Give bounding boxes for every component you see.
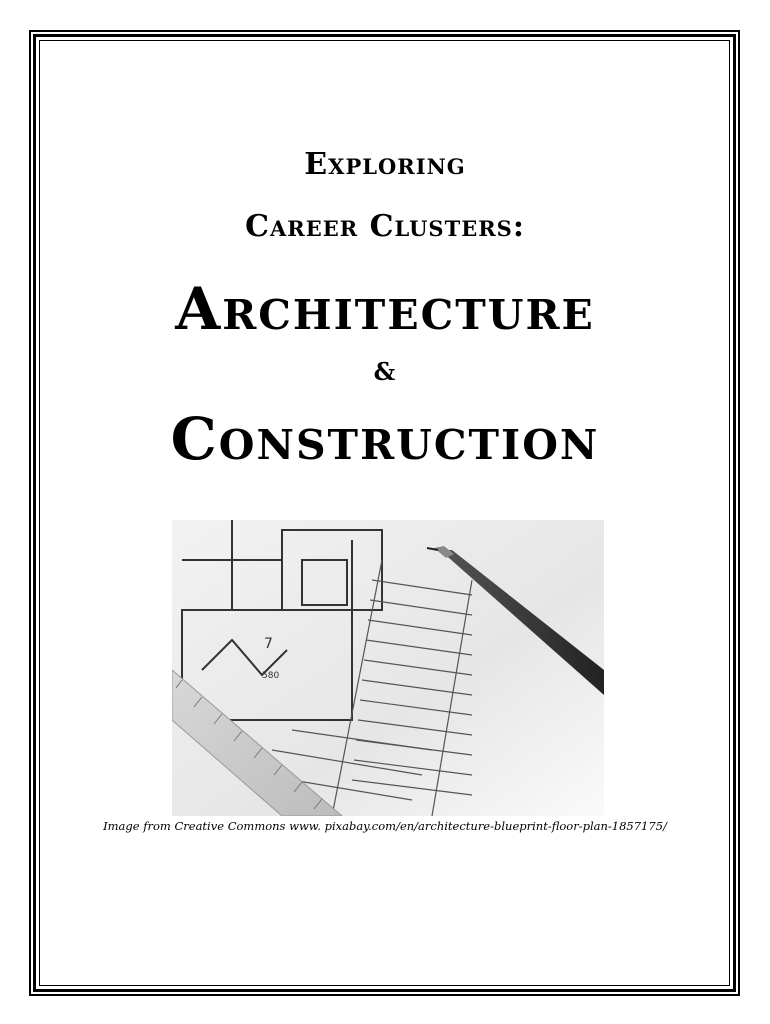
- svg-text:7: 7: [264, 636, 273, 652]
- svg-text:580: 580: [262, 671, 280, 681]
- title-career-clusters: Career Clusters:: [245, 209, 525, 244]
- image-caption: Image from Creative Commons www. pixabay.com/en/architecture-blueprint-floor-plan-1857175/: [103, 819, 667, 833]
- blueprint-illustration: [172, 520, 604, 816]
- title-architecture: Architecture: [175, 275, 595, 343]
- blueprint-photo: [172, 520, 604, 816]
- title-ampersand: &: [373, 357, 397, 386]
- title-construction: Construction: [170, 405, 600, 473]
- title-exploring: Exploring: [304, 147, 466, 182]
